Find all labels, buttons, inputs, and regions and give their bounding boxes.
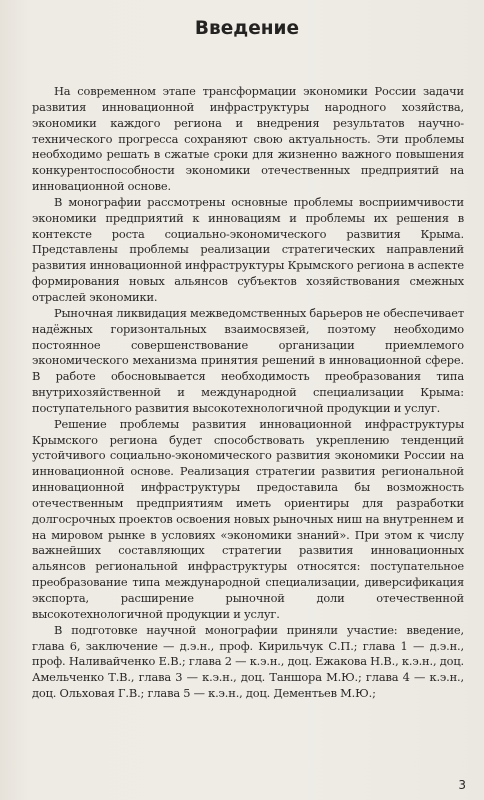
paragraph-contributors: В подготовке научной монографии приняли участие: введение, глава 6, заключение — д.э.н., проф. Кирильчук С.П.; глава 1 — д.э.н., проф. Наливайченко Е.В.; глава 2 — к.э.н., доц. Ежакова Н.В., к.э.н., доц. Амельченко Т.В., глава 3 — к.э.н., доц. Таншора М.Ю.; глава 4 — к.э.н., доц. Ольховая Г.В.; глава 5 — к.э.н., доц. Дементьев М.Ю.; <box>32 622 464 701</box>
body-text <box>32 84 464 702</box>
page-number: 3 <box>458 778 466 792</box>
paragraph-intro: На современном этапе трансформации экономики России задачи развития инновационной инфраструктуры народного хозяйства, экономики каждого региона и внедрения результатов научно-технического прогресса сохраняют свою актуальность. Эти проблемы необходимо решать в сжатые сроки для жизненно важного повышения конкурентоспособности экономики отечественных предприятий на инновационной основе. <box>32 84 464 194</box>
paragraph-market-barriers: Рыночная ликвидация межведомственных барьеров не обеспечивает надёжных горизонтальных взаимосвязей, поэтому необходимо постоянное совершенствование организации приемлемого экономического механизма принятия решений в инновационной сфере. В работе обосновывается необходимость преобразования типа внутрихозяйственной и международной специализации Крыма: поступательного развития высокотехнологичной продукции и услуг. <box>32 305 464 415</box>
paragraph-monograph-scope: В монографии рассмотрены основные проблемы восприимчивости экономики предприятий к инновациям и проблемы их решения в контексте роста социально-экономического развития Крыма. Представлены проблемы реализации стратегических направлений развития инновационной инфраструктуры Крымского региона в аспекте формирования новых альянсов субъектов хозяйствования смежных отраслей экономики. <box>32 194 464 304</box>
paragraph-strategy: Решение проблемы развития инновационной инфраструктуры Крымского региона будет способствовать укреплению тенденций устойчивого социально-экономического развития экономики России на инновационной основе. Реализация стратегии развития региональной инновационной инфраструктуры предоставила бы возможность отечественным предприятиям иметь ориентиры для разработки долгосрочных проектов освоения новых рыночных ниш на внутреннем и на мировом рынке в условиях «экономики знаний». При этом к числу важнейших составляющих стратегии развития инновационных альянсов региональной инфраструктуры относятся: поступательное преобразование типа международной специализации, диверсификация экспорта, расширение рыночной доли отечественной высокотехнологичной продукции и услуг. <box>32 416 464 621</box>
section-heading: Введение <box>194 18 300 39</box>
